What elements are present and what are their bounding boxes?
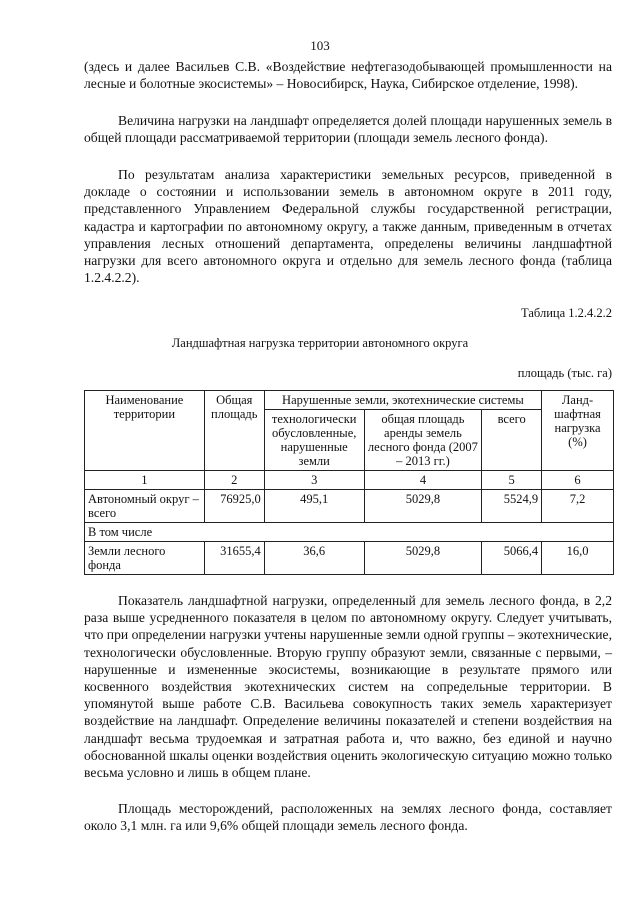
paragraph-deposits: Площадь месторождений, расположенных на землях лесного фонда, составляет около 3,1 млн. га или 9,6% общей площади земель лесного фонда. — [84, 801, 612, 834]
header-disturbed-lands: Нарушенные земли, экотехнические системы — [264, 391, 541, 410]
header-landscape-load: Ланд-шафтная нагрузка (%) — [542, 391, 614, 471]
col-number: 2 — [204, 471, 264, 490]
header-sum: всего — [482, 410, 542, 471]
table-unit: площадь (тыс. га) — [517, 366, 612, 380]
row-total: 31655,4 — [204, 542, 264, 575]
row-tech: 495,1 — [264, 490, 364, 523]
table-label: Таблица 1.2.4.2.2 — [521, 306, 612, 320]
subheader-including: В том числе — [85, 523, 614, 542]
row-name: Автономный округ – всего — [85, 490, 205, 523]
col-number: 5 — [482, 471, 542, 490]
col-number: 3 — [264, 471, 364, 490]
row-load: 7,2 — [542, 490, 614, 523]
page-number: 103 — [310, 38, 330, 53]
paragraph-definition: Величина нагрузки на ландшафт определяется долей площади нарушенных земель в общей площади рассматриваемой территории (площади земель лесного фонда). — [84, 113, 612, 146]
table-column-numbers — [85, 471, 614, 490]
header-name: Наименование территории — [85, 391, 205, 471]
row-name: Земли лесного фонда — [85, 542, 205, 575]
col-number: 6 — [542, 471, 614, 490]
paragraph-reference: (здесь и далее Васильев С.В. «Воздействие нефтегазодобывающей промышленности на лесные и болотные экосистемы» – Новосибирск, Наука, Сибирское отделение, 1998). — [84, 59, 612, 92]
header-lease-area: общая площадь аренды земель лесного фонда (2007 – 2013 гг.) — [364, 410, 482, 471]
table-subheader — [85, 523, 614, 542]
table-row — [85, 542, 614, 575]
table-header-row — [85, 391, 614, 410]
row-lease: 5029,8 — [364, 542, 482, 575]
header-technological: технологически обусловленные, нарушенные земли — [264, 410, 364, 471]
table-title: Ландшафтная нагрузка территории автономного округа — [171, 336, 469, 350]
landscape-load-table — [84, 390, 614, 575]
paragraph-indicator: Показатель ландшафтной нагрузки, определенный для земель лесного фонда, в 2,2 раза выше усредненного показателя в целом по автономному округу. Следует учитывать, что при определении нагрузки учтены нарушенные земли одной группы – экотехнические, технологически обусловленные. Вторую группу образуют земли, связанные с первыми, – нарушенные и измененные экосистемы, возникающие в результате прямого или косвенного воздействия экотехнических систем на сопредельные территории. В упомянутой выше работе С.В. Васильева совокупность таких земель характеризует воздействие на ландшафт. Определение величины показателей и степени воздействия на ландшафт весьма трудоемкая и затратная работа и, что важно, без единой и научно обоснованной шкалы оценки воздействия оценить экологическую ситуацию можно только весьма условно и лишь в общем плане. — [84, 593, 612, 781]
paragraph-analysis: По результатам анализа характеристики земельных ресурсов, приведенной в докладе о состоянии и использовании земель в автономном округе в 2011 году, представленного Управлением Федеральной службы государственной регистрации, кадастра и картографии по автономному округу, а также данным, приведенным в отчетах управления лесных отношений департамента, определены величины ландшафтной нагрузки для всего автономного округа и отдельно для земель лесного фонда (таблица 1.2.4.2.2). — [84, 167, 612, 286]
header-total-area: Общая площадь — [204, 391, 264, 471]
row-lease: 5029,8 — [364, 490, 482, 523]
table-row — [85, 490, 614, 523]
col-number: 4 — [364, 471, 482, 490]
row-total: 76925,0 — [204, 490, 264, 523]
row-sum: 5066,4 — [482, 542, 542, 575]
col-number: 1 — [85, 471, 205, 490]
row-sum: 5524,9 — [482, 490, 542, 523]
row-load: 16,0 — [542, 542, 614, 575]
row-tech: 36,6 — [264, 542, 364, 575]
